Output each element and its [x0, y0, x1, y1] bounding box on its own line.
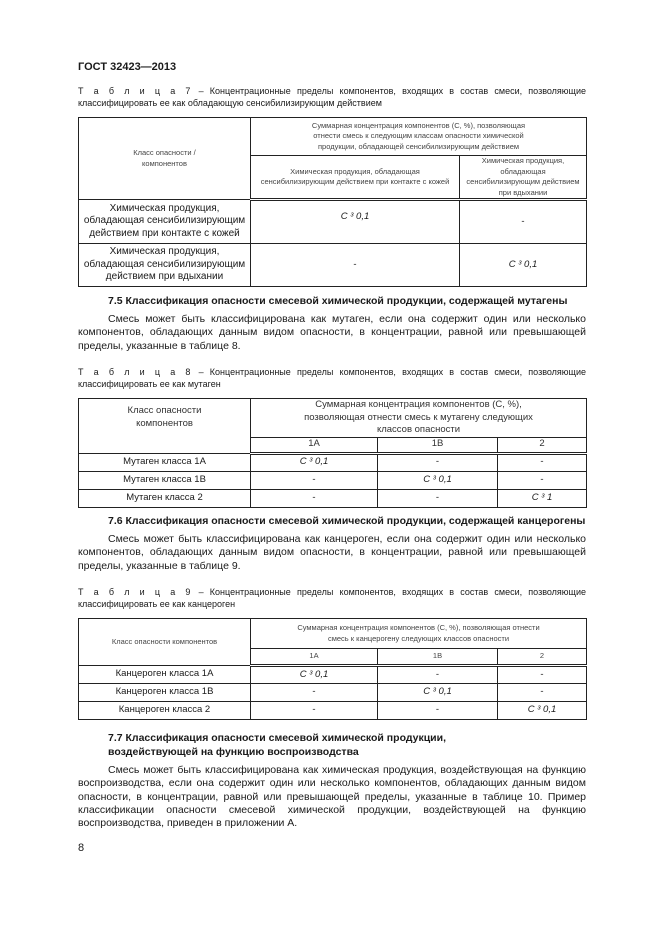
- section-7-7-heading: 7.7 Классификация опасности смесевой химической продукции, воздействующей на функцию воспроизводства: [108, 732, 447, 758]
- table-row: [79, 471, 587, 489]
- cell: C ³ 0,1: [498, 702, 587, 720]
- cell: -: [378, 453, 498, 471]
- cell: C ³ 0,1: [251, 200, 460, 244]
- row-label: Канцероген класса 1В: [79, 684, 251, 702]
- section-7-5-paragraph: Смесь может быть классифицирована как мутаген, если она содержит один или несколько компонентов, обладающих данным видом опасности, в концентрации, равной или превышающей пределы, указанные в таблице 8.: [78, 313, 586, 352]
- section-7-7-paragraph: Смесь может быть классифицирована как химическая продукция, воздействующая на функцию воспроизводства, если она содержит один или несколько компонентов, обладающих данным видом опасности, в концентрации, равной или превышающей пределы, указанные в таблице 10. Пример классификации опасности смесевой химической продукции, воздействующей на функцию воспроизводства, приведен в приложении А.: [78, 764, 586, 830]
- cell: C ³ 0,1: [251, 453, 378, 471]
- cell: C ³ 1: [498, 489, 587, 507]
- cell: -: [498, 684, 587, 702]
- table-row: [79, 684, 587, 702]
- row-label: Мутаген класса 1В: [79, 471, 251, 489]
- subheader: Химическая продукция, обладающая сенсибилизирующим действием при вдыхании: [460, 156, 587, 200]
- subheader: 1A: [251, 649, 378, 666]
- table7-caption: [78, 85, 586, 109]
- row-label: Канцероген класса 1А: [79, 666, 251, 684]
- cell: C ³ 0,1: [460, 244, 587, 287]
- table-8: [78, 398, 587, 508]
- subheader: Химическая продукция, обладающая сенсибилизирующим действием при контакте с кожей: [251, 156, 460, 200]
- cell: -: [498, 471, 587, 489]
- cell: -: [378, 666, 498, 684]
- subheader: 1B: [378, 437, 498, 453]
- section-7-5-heading: 7.5 Классификация опасности смесевой химической продукции, содержащей мутагены: [108, 295, 568, 307]
- subheader: 2: [498, 649, 587, 666]
- caption-label: Т а б л и ц а 8: [78, 367, 193, 377]
- table-row: [79, 702, 587, 720]
- table-row: [79, 200, 587, 244]
- group-header: Суммарная концентрация компонентов (С, %), позволяющая отнести смесь к следующим классам опасности химической продукции, обладающей сенсибилизирующим действием: [251, 118, 587, 156]
- row-label: Канцероген класса 2: [79, 702, 251, 720]
- section-7-6-paragraph: Смесь может быть классифицирована как канцероген, если она содержит один или несколько компонентов, обладающих данным видом опасности, в концентрации, равной или превышающей пределы, указанные в таблице 9.: [78, 533, 586, 572]
- table8-caption: [78, 366, 586, 390]
- caption-text: – Концентрационные пределы компонентов, входящих в состав смеси, позволяющие классифицировать ее как обладающую сенсибилизирующим действием: [78, 86, 586, 108]
- group-header: Суммарная концентрация компонентов (С, %), позволяющая отнести смесь к мутагену следующих классов опасности: [251, 399, 587, 438]
- caption-text: – Концентрационные пределы компонентов, входящих в состав смеси, позволяющие классифицировать ее как канцероген: [78, 587, 586, 609]
- section-7-6-heading: 7.6 Классификация опасности смесевой химической продукции, содержащей канцерогены: [108, 515, 586, 527]
- cell: C ³ 0,1: [251, 666, 378, 684]
- cell: C ³ 0,1: [378, 471, 498, 489]
- cell: -: [251, 702, 378, 720]
- subheader: 1B: [378, 649, 498, 666]
- cell: -: [498, 453, 587, 471]
- cell: C ³ 0,1: [378, 684, 498, 702]
- cell: -: [378, 489, 498, 507]
- row-label: Мутаген класса 1А: [79, 453, 251, 471]
- caption-label: Т а б л и ц а 7: [78, 86, 193, 96]
- subheader: 2: [498, 437, 587, 453]
- table-7: [78, 117, 587, 287]
- table-row: [79, 453, 587, 471]
- cell: -: [251, 684, 378, 702]
- document-title: ГОСТ 32423—2013: [78, 61, 177, 73]
- caption-text: – Концентрационные пределы компонентов, входящих в состав смеси, позволяющие классифицировать ее как мутаген: [78, 367, 586, 389]
- table9-caption: [78, 586, 586, 610]
- table-row: [79, 666, 587, 684]
- row-label: Химическая продукция, обладающая сенсибилизирующим действием при контакте с кожей: [79, 200, 251, 244]
- caption-label: Т а б л и ц а 9: [78, 587, 193, 597]
- row-label: Мутаген класса 2: [79, 489, 251, 507]
- col1-header: Класс опасности компонентов: [79, 399, 251, 454]
- cell: -: [251, 489, 378, 507]
- table-9: [78, 618, 587, 720]
- table-row: [79, 244, 587, 287]
- col1-header: Класс опасности компонентов: [79, 619, 251, 666]
- cell: -: [460, 200, 587, 244]
- col1-header: Класс опасности / компонентов: [79, 118, 251, 200]
- page-number: 8: [78, 842, 85, 854]
- cell: -: [498, 666, 587, 684]
- table-row: [79, 489, 587, 507]
- cell: -: [378, 702, 498, 720]
- cell: -: [251, 244, 460, 287]
- subheader: 1A: [251, 437, 378, 453]
- group-header: Суммарная концентрация компонентов (С, %), позволяющая отнести смесь к канцерогену следующих классов опасности: [251, 619, 587, 649]
- row-label: Химическая продукция, обладающая сенсибилизирующим действием при вдыхании: [79, 244, 251, 287]
- cell: -: [251, 471, 378, 489]
